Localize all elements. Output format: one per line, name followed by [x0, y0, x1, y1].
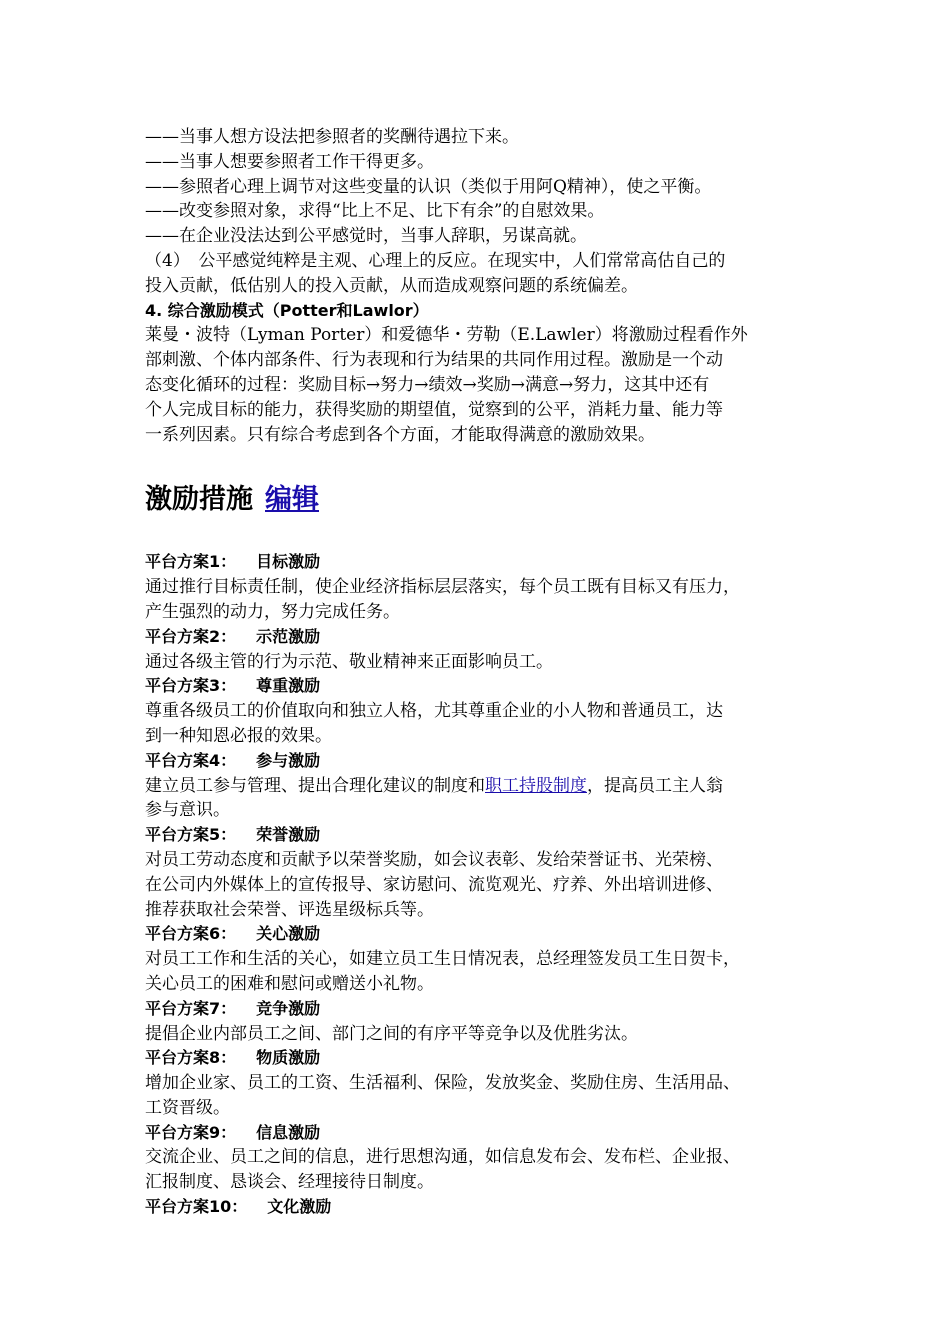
plan-text: 在公司内外媒体上的宣传报导、家访慰问、流览观光、疗养、外出培训进修、 — [145, 874, 723, 895]
model-heading: 4. 综合激励模式（Potter和Lawlor） — [145, 300, 429, 320]
employee-stock-ownership-link[interactable]: 职工持股制度 — [485, 775, 587, 796]
intro-line: （4） 公平感觉纯粹是主观、心理上的反应。在现实中，人们常常高估自己的 — [145, 250, 726, 271]
plan-text: 到一种知恩必报的效果。 — [145, 725, 332, 746]
plan-title — [145, 1195, 817, 1220]
plan-label: 平台方案3： — [145, 676, 237, 696]
plan-title — [145, 823, 817, 848]
plan-name: 尊重激励 — [256, 676, 321, 696]
intro-line: ——参照者心理上调节对这些变量的认识（类似于用阿Q精神），使之平衡。 — [145, 176, 712, 197]
plan-text: 对员工工作和生活的关心，如建立员工生日情况表，总经理签发员工生日贺卡， — [145, 949, 740, 970]
intro-line: 投入贡献，低估别人的投入贡献，从而造成观察问题的系统偏差。 — [145, 275, 638, 296]
section-heading — [145, 480, 817, 520]
intro-line: ——在企业没法达到公平感觉时，当事人辞职，另谋高就。 — [145, 226, 587, 247]
intro-paragraphs — [145, 125, 817, 299]
plan-title — [145, 674, 817, 699]
section-title: 激励措施 — [145, 484, 253, 516]
plan-text: 对员工劳动态度和贡献予以荣誉奖励，如会议表彰、发给荣誉证书、光荣榜、 — [145, 849, 723, 870]
plan-name: 示范激励 — [256, 626, 321, 646]
plan-text: 工资晋级。 — [145, 1097, 230, 1118]
plan-label: 平台方案1： — [145, 552, 237, 572]
intro-line: ——当事人想方设法把参照者的奖酬待遇拉下来。 — [145, 127, 519, 147]
plan-text: 关心员工的困难和慰问或赠送小礼物。 — [145, 973, 434, 994]
plan-label: 平台方案8： — [145, 1048, 237, 1068]
plan-name: 竞争激励 — [256, 998, 321, 1018]
plan-name: 信息激励 — [256, 1122, 321, 1142]
plan-text: 尊重各级员工的价值取向和独立人格，尤其尊重企业的小人物和普通员工，达 — [145, 701, 723, 722]
document-page — [145, 125, 817, 1220]
plan-name: 参与激励 — [256, 750, 321, 770]
plan-text: 推荐获取社会荣誉、评选星级标兵等。 — [145, 899, 434, 920]
plan-label: 平台方案5： — [145, 825, 237, 845]
plan-text: 通过推行目标责任制，使企业经济指标层层落实，每个员工既有目标又有压力， — [145, 577, 740, 598]
model-line: 态变化循环的过程：奖励目标→努力→绩效→奖励→满意→努力，这其中还有 — [145, 374, 710, 395]
plan-text-segment: 建立员工参与管理、提出合理化建议的制度和 — [145, 775, 485, 796]
intro-line: ——改变参照对象，求得“比上不足、比下有余”的自慰效果。 — [145, 201, 605, 222]
model-line: 莱曼・波特（Lyman Porter）和爱德华・劳勒（E.Lawler）将激励过程看作外 — [145, 325, 748, 346]
plan-text: 交流企业、员工之间的信息，进行思想沟通，如信息发布会、发布栏、企业报、 — [145, 1147, 740, 1168]
plan-text: 增加企业家、员工的工资、生活福利、保险，发放奖金、奖励住房、生活用品、 — [145, 1073, 740, 1094]
plan-title — [145, 997, 817, 1022]
plan-title — [145, 749, 817, 774]
model-paragraph — [145, 323, 817, 447]
plan-label: 平台方案10： — [145, 1197, 248, 1217]
plan-name: 荣誉激励 — [256, 825, 321, 845]
plan-label: 平台方案7： — [145, 998, 237, 1018]
plan-name: 文化激励 — [267, 1197, 332, 1217]
plan-title — [145, 1121, 817, 1146]
plan-title — [145, 1046, 817, 1071]
plan-text-segment: ，提高员工主人翁 — [587, 775, 723, 796]
model-line: 个人完成目标的能力，获得奖励的期望值，觉察到的公平，消耗力量、能力等 — [145, 399, 723, 420]
plan-name: 物质激励 — [256, 1048, 321, 1068]
plan-title — [145, 625, 817, 650]
plan-text — [145, 774, 817, 799]
plan-text: 提倡企业内部员工之间、部门之间的有序平等竞争以及优胜劣汰。 — [145, 1023, 638, 1044]
plan-text: 产生强烈的动力，努力完成任务。 — [145, 601, 400, 622]
plan-text: 参与意识。 — [145, 800, 230, 821]
plan-name: 目标激励 — [256, 552, 321, 572]
plan-label: 平台方案4： — [145, 750, 237, 770]
model-line: 部刺激、个体内部条件、行为表现和行为结果的共同作用过程。激励是一个动 — [145, 350, 723, 371]
plan-title — [145, 550, 817, 575]
plan-name: 关心激励 — [256, 924, 321, 944]
intro-line: ——当事人想要参照者工作干得更多。 — [145, 151, 434, 172]
plan-label: 平台方案9： — [145, 1122, 237, 1142]
edit-link[interactable]: 编辑 — [265, 484, 319, 516]
plan-title — [145, 922, 817, 947]
plan-label: 平台方案2： — [145, 626, 237, 646]
plan-label: 平台方案6： — [145, 924, 237, 944]
model-line: 一系列因素。只有综合考虑到各个方面，才能取得满意的激励效果。 — [145, 424, 655, 445]
plan-text: 通过各级主管的行为示范、敬业精神来正面影响员工。 — [145, 651, 553, 672]
plan-text: 汇报制度、恳谈会、经理接待日制度。 — [145, 1172, 434, 1193]
